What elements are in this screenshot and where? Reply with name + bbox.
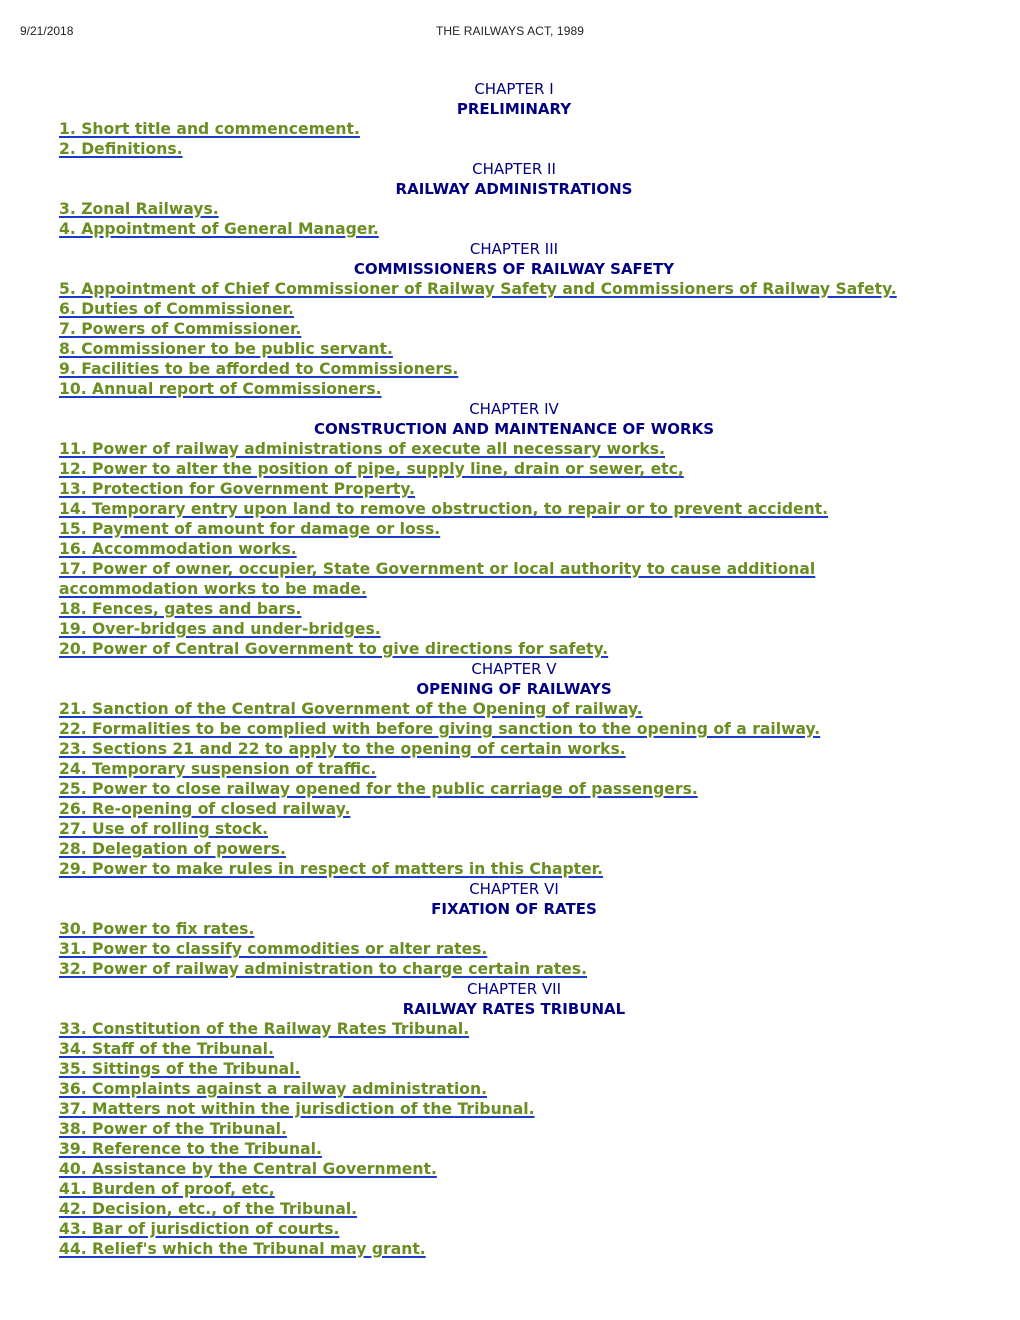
print-document-title: THE RAILWAYS ACT, 1989 [435, 24, 585, 38]
section-list [59, 919, 969, 979]
section-link[interactable]: 18. Fences, gates and bars. [59, 600, 302, 618]
section-link[interactable]: 13. Protection for Government Property. [59, 480, 416, 498]
section-list [59, 119, 969, 159]
section-link[interactable]: 35. Sittings of the Tribunal. [59, 1060, 301, 1078]
section-link[interactable]: 1. Short title and commencement. [59, 120, 360, 138]
section-link[interactable]: 2. Definitions. [59, 140, 183, 158]
section-link[interactable]: 3. Zonal Railways. [59, 200, 219, 218]
section-link[interactable]: 21. Sanction of the Central Government of the Opening of railway. [59, 700, 643, 718]
chapter-block [59, 79, 969, 159]
chapter-title: OPENING OF RAILWAYS [416, 680, 612, 698]
section-link[interactable]: 5. Appointment of Chief Commissioner of Railway Safety and Commissioners of Railway Safety. [59, 280, 897, 298]
chapter-title: RAILWAY RATES TRIBUNAL [402, 1000, 626, 1018]
section-list [59, 699, 969, 879]
chapter-title: CONSTRUCTION AND MAINTENANCE OF WORKS [313, 420, 715, 438]
section-link[interactable]: 38. Power of the Tribunal. [59, 1120, 287, 1138]
section-list [59, 1019, 969, 1259]
chapter-title: FIXATION OF RATES [431, 900, 597, 918]
chapter-title: PRELIMINARY [456, 100, 572, 118]
chapter-block [59, 659, 969, 879]
chapter-label: CHAPTER I [474, 80, 554, 98]
section-link[interactable]: 23. Sections 21 and 22 to apply to the opening of certain works. [59, 740, 626, 758]
section-link[interactable]: 16. Accommodation works. [59, 540, 297, 558]
section-link[interactable]: 15. Payment of amount for damage or loss. [59, 520, 441, 538]
chapter-label: CHAPTER V [471, 660, 557, 678]
section-link[interactable]: 34. Staff of the Tribunal. [59, 1040, 274, 1058]
print-header [0, 24, 1020, 40]
section-link[interactable]: 30. Power to fix rates. [59, 920, 255, 938]
section-link[interactable]: 28. Delegation of powers. [59, 840, 286, 858]
section-link[interactable]: 17. Power of owner, occupier, State Government or local authority to cause additional accommodation works to be made. [59, 560, 816, 598]
chapter-block [59, 399, 969, 659]
section-link[interactable]: 39. Reference to the Tribunal. [59, 1140, 322, 1158]
chapter-label: CHAPTER VII [467, 980, 561, 998]
section-link[interactable]: 31. Power to classify commodities or alter rates. [59, 940, 488, 958]
chapter-label: CHAPTER II [472, 160, 556, 178]
chapter-label: CHAPTER IV [469, 400, 559, 418]
section-list [59, 279, 969, 399]
section-link[interactable]: 22. Formalities to be complied with before giving sanction to the opening of a railway. [59, 720, 821, 738]
section-link[interactable]: 24. Temporary suspension of traffic. [59, 760, 377, 778]
section-link[interactable]: 14. Temporary entry upon land to remove obstruction, to repair or to prevent accident. [59, 500, 829, 518]
chapter-block [59, 159, 969, 239]
chapter-block [59, 979, 969, 1259]
section-link[interactable]: 26. Re-opening of closed railway. [59, 800, 351, 818]
table-of-contents [59, 79, 969, 1259]
section-link[interactable]: 9. Facilities to be afforded to Commissioners. [59, 360, 459, 378]
chapter-title: RAILWAY ADMINISTRATIONS [395, 180, 633, 198]
chapter-label: CHAPTER III [469, 240, 559, 258]
print-date: 9/21/2018 [20, 24, 74, 38]
chapter-block [59, 239, 969, 399]
section-link[interactable]: 7. Powers of Commissioner. [59, 320, 302, 338]
section-link[interactable]: 42. Decision, etc., of the Tribunal. [59, 1200, 358, 1218]
section-link[interactable]: 12. Power to alter the position of pipe, supply line, drain or sewer, etc, [59, 460, 684, 478]
section-link[interactable]: 41. Burden of proof, etc, [59, 1180, 275, 1198]
section-link[interactable]: 8. Commissioner to be public servant. [59, 340, 393, 358]
section-link[interactable]: 36. Complaints against a railway administration. [59, 1080, 488, 1098]
section-link[interactable]: 20. Power of Central Government to give directions for safety. [59, 640, 609, 658]
chapter-block [59, 879, 969, 979]
section-link[interactable]: 43. Bar of jurisdiction of courts. [59, 1220, 340, 1238]
section-link[interactable]: 33. Constitution of the Railway Rates Tribunal. [59, 1020, 470, 1038]
section-link[interactable]: 44. Relief's which the Tribunal may grant. [59, 1240, 426, 1258]
section-link[interactable]: 32. Power of railway administration to charge certain rates. [59, 960, 588, 978]
section-link[interactable]: 4. Appointment of General Manager. [59, 220, 379, 238]
section-link[interactable]: 27. Use of rolling stock. [59, 820, 269, 838]
section-link[interactable]: 25. Power to close railway opened for the public carriage of passengers. [59, 780, 698, 798]
section-link[interactable]: 19. Over-bridges and under-bridges. [59, 620, 381, 638]
section-link[interactable]: 11. Power of railway administrations of execute all necessary works. [59, 440, 666, 458]
section-link[interactable]: 6. Duties of Commissioner. [59, 300, 294, 318]
section-link[interactable]: 37. Matters not within the jurisdiction of the Tribunal. [59, 1100, 535, 1118]
section-link[interactable]: 40. Assistance by the Central Government. [59, 1160, 437, 1178]
chapter-title: COMMISSIONERS OF RAILWAY SAFETY [353, 260, 675, 278]
section-list [59, 199, 969, 239]
section-link[interactable]: 29. Power to make rules in respect of matters in this Chapter. [59, 860, 604, 878]
section-link[interactable]: 10. Annual report of Commissioners. [59, 380, 382, 398]
chapter-label: CHAPTER VI [469, 880, 559, 898]
section-list [59, 439, 969, 659]
